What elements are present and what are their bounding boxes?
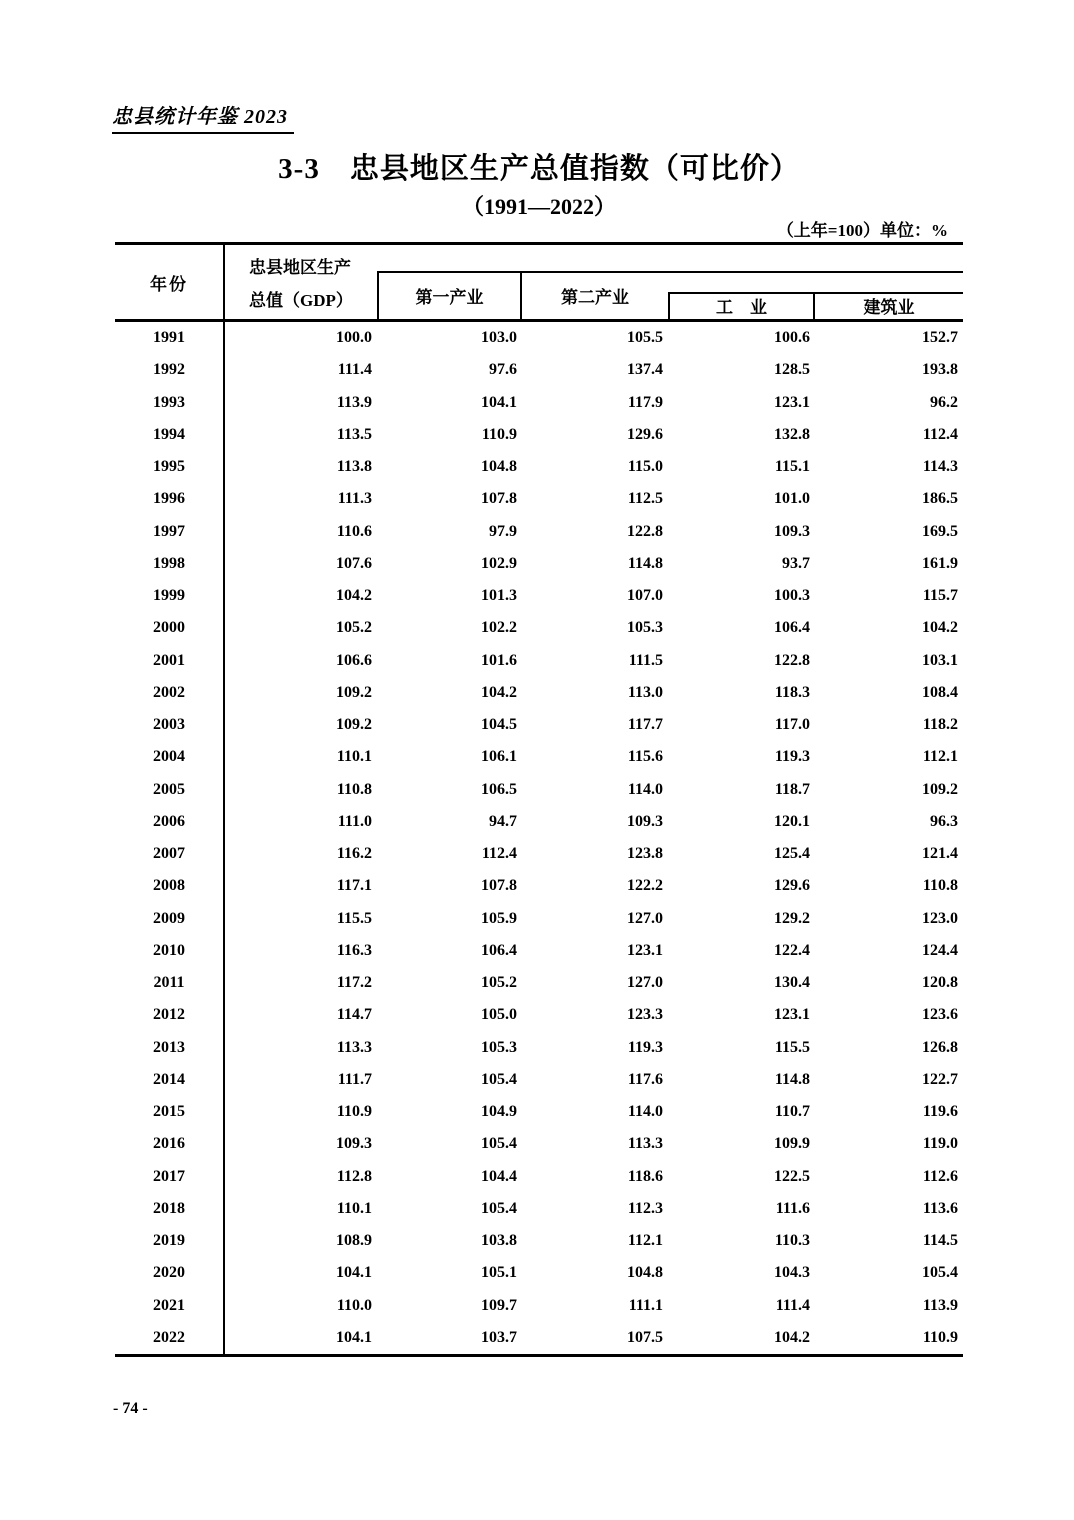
- table-row: [115, 548, 963, 580]
- primary-industry-cell: 106.5: [481, 780, 517, 798]
- gdp-cell: 115.5: [336, 909, 372, 927]
- header-cell-year: 年份: [115, 245, 225, 319]
- construction-cell: 112.1: [922, 748, 958, 766]
- gdp-cell: 110.8: [336, 780, 372, 798]
- secondary-industry-cell: 111.5: [628, 651, 663, 669]
- table-row: [115, 870, 963, 902]
- header-cell-gdp-line1: 忠县地区生产: [249, 258, 351, 277]
- primary-industry-cell: 94.7: [489, 812, 517, 830]
- table-row: [115, 1290, 963, 1322]
- secondary-industry-cell: 115.0: [627, 458, 663, 476]
- table-header: [115, 242, 963, 322]
- construction-cell: 108.4: [922, 683, 958, 701]
- book-header-title: 忠县统计年鉴 2023: [112, 100, 294, 134]
- primary-industry-cell: 104.1: [481, 393, 517, 411]
- construction-cell: 121.4: [922, 845, 958, 863]
- construction-cell: 119.6: [922, 1103, 958, 1121]
- year-cell: 2009: [115, 903, 225, 935]
- gdp-cell: 107.6: [336, 554, 372, 572]
- industry-cell: 110.3: [774, 1232, 810, 1250]
- table-row: [115, 967, 963, 999]
- page-title: 3-3 忠县地区生产总值指数（可比价）: [278, 153, 800, 185]
- secondary-industry-cell: 111.1: [628, 1296, 663, 1314]
- construction-cell: 122.7: [922, 1070, 958, 1088]
- industry-cell: 122.4: [774, 941, 810, 959]
- table-row: [115, 1128, 963, 1160]
- gdp-cell: 110.0: [336, 1296, 372, 1314]
- secondary-industry-cell: 137.4: [627, 361, 663, 379]
- gdp-cell: 109.3: [336, 1135, 372, 1153]
- industry-cell: 129.6: [774, 877, 810, 895]
- industry-cell: 118.3: [774, 683, 810, 701]
- gdp-index-table: [115, 242, 963, 1357]
- header-cell-secondary-industry: 第二产业: [561, 287, 629, 307]
- primary-industry-cell: 105.4: [481, 1135, 517, 1153]
- industry-cell: 129.2: [774, 909, 810, 927]
- page-number: - 74 -: [113, 1400, 148, 1417]
- gdp-cell: 112.8: [336, 1167, 372, 1185]
- year-cell: 1996: [115, 483, 225, 515]
- primary-industry-cell: 101.3: [481, 587, 517, 605]
- secondary-industry-cell: 123.3: [627, 1006, 663, 1024]
- industry-cell: 101.0: [774, 490, 810, 508]
- year-cell: 2011: [115, 967, 225, 999]
- primary-industry-cell: 104.5: [481, 716, 517, 734]
- primary-industry-cell: 106.4: [481, 941, 517, 959]
- year-cell: 1999: [115, 580, 225, 612]
- gdp-cell: 108.9: [336, 1232, 372, 1250]
- gdp-cell: 111.7: [337, 1070, 372, 1088]
- year-cell: 1997: [115, 516, 225, 548]
- table-row: [115, 483, 963, 515]
- year-cell: 2002: [115, 677, 225, 709]
- secondary-industry-cell: 107.0: [627, 587, 663, 605]
- gdp-cell: 104.1: [336, 1328, 372, 1346]
- gdp-cell: 104.2: [336, 587, 372, 605]
- primary-industry-cell: 104.4: [481, 1167, 517, 1185]
- secondary-industry-cell: 113.0: [627, 683, 663, 701]
- primary-industry-cell: 102.2: [481, 619, 517, 637]
- table-row: [115, 935, 963, 967]
- secondary-industry-cell: 112.5: [627, 490, 663, 508]
- table-row: [115, 580, 963, 612]
- primary-industry-cell: 104.9: [481, 1103, 517, 1121]
- table-row: [115, 838, 963, 870]
- gdp-cell: 116.2: [336, 845, 372, 863]
- primary-industry-cell: 104.8: [481, 458, 517, 476]
- year-cell: 2010: [115, 935, 225, 967]
- industry-cell: 119.3: [774, 748, 810, 766]
- industry-cell: 118.7: [774, 780, 810, 798]
- industry-cell: 128.5: [774, 361, 810, 379]
- industry-cell: 104.2: [774, 1328, 810, 1346]
- gdp-cell: 110.9: [336, 1103, 372, 1121]
- gdp-cell: 113.9: [336, 393, 372, 411]
- construction-cell: 96.2: [930, 393, 958, 411]
- construction-cell: 124.4: [922, 941, 958, 959]
- industry-cell: 111.4: [775, 1296, 810, 1314]
- primary-industry-cell: 107.8: [481, 877, 517, 895]
- header-cell-gdp: [225, 245, 377, 319]
- year-cell: 2019: [115, 1225, 225, 1257]
- gdp-cell: 106.6: [336, 651, 372, 669]
- primary-industry-cell: 97.6: [489, 361, 517, 379]
- secondary-industry-cell: 114.0: [627, 780, 663, 798]
- industry-cell: 122.8: [774, 651, 810, 669]
- year-cell: 2017: [115, 1161, 225, 1193]
- year-cell: 2020: [115, 1257, 225, 1289]
- year-cell: 1991: [115, 322, 225, 354]
- gdp-cell: 116.3: [336, 941, 372, 959]
- table-row: [115, 1161, 963, 1193]
- year-cell: 2008: [115, 870, 225, 902]
- year-cell: 1993: [115, 387, 225, 419]
- table-row: [115, 419, 963, 451]
- primary-industry-cell: 103.8: [481, 1232, 517, 1250]
- industry-cell: 109.3: [774, 522, 810, 540]
- industry-cell: 120.1: [774, 812, 810, 830]
- table-row: [115, 1193, 963, 1225]
- industry-cell: 111.6: [775, 1199, 810, 1217]
- gdp-cell: 113.3: [336, 1038, 372, 1056]
- gdp-cell: 100.0: [336, 329, 372, 347]
- table-row: [115, 1322, 963, 1354]
- construction-cell: 104.2: [922, 619, 958, 637]
- header-cell-construction: 建筑业: [863, 298, 915, 317]
- year-cell: 2018: [115, 1193, 225, 1225]
- industry-cell: 122.5: [774, 1167, 810, 1185]
- industry-cell: 117.0: [774, 716, 810, 734]
- construction-cell: 118.2: [922, 716, 958, 734]
- table-row: [115, 322, 963, 354]
- primary-industry-cell: 101.6: [481, 651, 517, 669]
- gdp-cell: 109.2: [336, 716, 372, 734]
- year-cell: 2014: [115, 1064, 225, 1096]
- construction-cell: 96.3: [930, 812, 958, 830]
- gdp-cell: 111.0: [337, 812, 372, 830]
- table-row: [115, 774, 963, 806]
- table-row: [115, 999, 963, 1031]
- construction-cell: 113.9: [922, 1296, 958, 1314]
- year-cell: 1995: [115, 451, 225, 483]
- secondary-industry-cell: 115.6: [627, 748, 663, 766]
- gdp-cell: 111.3: [337, 490, 372, 508]
- construction-cell: 123.0: [922, 909, 958, 927]
- primary-industry-cell: 107.8: [481, 490, 517, 508]
- table-row: [115, 612, 963, 644]
- gdp-cell: 113.8: [336, 458, 372, 476]
- year-cell: 2003: [115, 709, 225, 741]
- construction-cell: 114.5: [922, 1232, 958, 1250]
- primary-industry-cell: 105.0: [481, 1006, 517, 1024]
- primary-industry-cell: 104.2: [481, 683, 517, 701]
- construction-cell: 152.7: [922, 329, 958, 347]
- year-cell: 1998: [115, 548, 225, 580]
- industry-cell: 115.1: [774, 458, 810, 476]
- year-cell: 2015: [115, 1096, 225, 1128]
- construction-cell: 112.4: [922, 425, 958, 443]
- industry-cell: 100.6: [774, 329, 810, 347]
- secondary-industry-cell: 112.1: [627, 1232, 663, 1250]
- industry-cell: 110.7: [774, 1103, 810, 1121]
- industry-cell: 130.4: [774, 974, 810, 992]
- header-cell-gdp-line2: 总值（GDP）: [249, 291, 353, 310]
- industry-cell: 104.3: [774, 1264, 810, 1282]
- table-row: [115, 387, 963, 419]
- secondary-industry-cell: 104.8: [627, 1264, 663, 1282]
- primary-industry-cell: 105.3: [481, 1038, 517, 1056]
- year-cell: 2012: [115, 999, 225, 1031]
- secondary-industry-cell: 122.8: [627, 522, 663, 540]
- primary-industry-cell: 110.9: [481, 425, 517, 443]
- secondary-industry-cell: 117.7: [627, 716, 663, 734]
- secondary-industry-cell: 119.3: [627, 1038, 663, 1056]
- secondary-industry-cell: 127.0: [627, 909, 663, 927]
- table-row: [115, 1032, 963, 1064]
- gdp-cell: 110.1: [336, 748, 372, 766]
- year-cell: 1994: [115, 419, 225, 451]
- primary-industry-cell: 105.1: [481, 1264, 517, 1282]
- construction-cell: 169.5: [922, 522, 958, 540]
- table-row: [115, 677, 963, 709]
- construction-cell: 105.4: [922, 1264, 958, 1282]
- secondary-industry-cell: 114.0: [627, 1103, 663, 1121]
- primary-industry-cell: 105.2: [481, 974, 517, 992]
- secondary-industry-cell: 105.3: [627, 619, 663, 637]
- year-cell: 2021: [115, 1290, 225, 1322]
- year-cell: 1992: [115, 354, 225, 386]
- table-row: [115, 903, 963, 935]
- primary-industry-cell: 97.9: [489, 522, 517, 540]
- secondary-industry-cell: 109.3: [627, 812, 663, 830]
- table-row: [115, 709, 963, 741]
- table-row: [115, 1096, 963, 1128]
- construction-cell: 119.0: [922, 1135, 958, 1153]
- industry-cell: 93.7: [782, 554, 810, 572]
- table-row: [115, 645, 963, 677]
- gdp-cell: 117.2: [336, 974, 372, 992]
- construction-cell: 114.3: [922, 458, 958, 476]
- construction-cell: 126.8: [922, 1038, 958, 1056]
- primary-industry-cell: 105.4: [481, 1070, 517, 1088]
- year-cell: 2005: [115, 774, 225, 806]
- table-row: [115, 1064, 963, 1096]
- industry-cell: 123.1: [774, 1006, 810, 1024]
- industry-cell: 132.8: [774, 425, 810, 443]
- industry-cell: 106.4: [774, 619, 810, 637]
- header-cell-primary-industry: 第一产业: [377, 271, 522, 319]
- table-body: [115, 322, 963, 1357]
- secondary-industry-cell: 117.6: [627, 1070, 663, 1088]
- industry-cell: 114.8: [774, 1070, 810, 1088]
- gdp-cell: 110.1: [336, 1199, 372, 1217]
- table-row: [115, 1257, 963, 1289]
- header-cell-industry: 工 业: [668, 292, 815, 319]
- primary-industry-cell: 106.1: [481, 748, 517, 766]
- construction-cell: 193.8: [922, 361, 958, 379]
- primary-industry-cell: 103.7: [481, 1328, 517, 1346]
- secondary-industry-cell: 117.9: [627, 393, 663, 411]
- year-cell: 2000: [115, 612, 225, 644]
- gdp-cell: 114.7: [336, 1006, 372, 1024]
- primary-industry-cell: 102.9: [481, 554, 517, 572]
- construction-cell: 186.5: [922, 490, 958, 508]
- primary-industry-cell: 109.7: [481, 1296, 517, 1314]
- gdp-cell: 110.6: [336, 522, 372, 540]
- gdp-cell: 111.4: [337, 361, 372, 379]
- secondary-industry-cell: 122.2: [627, 877, 663, 895]
- secondary-industry-cell: 123.1: [627, 941, 663, 959]
- industry-cell: 115.5: [774, 1038, 810, 1056]
- secondary-industry-cell: 129.6: [627, 425, 663, 443]
- industry-cell: 100.3: [774, 587, 810, 605]
- year-cell: 2004: [115, 741, 225, 773]
- table-row: [115, 354, 963, 386]
- year-cell: 2016: [115, 1128, 225, 1160]
- secondary-industry-cell: 118.6: [627, 1167, 663, 1185]
- construction-cell: 113.6: [922, 1199, 958, 1217]
- construction-cell: 123.6: [922, 1006, 958, 1024]
- construction-cell: 109.2: [922, 780, 958, 798]
- secondary-industry-cell: 114.8: [627, 554, 663, 572]
- construction-cell: 103.1: [922, 651, 958, 669]
- table-row: [115, 451, 963, 483]
- gdp-cell: 105.2: [336, 619, 372, 637]
- year-cell: 2006: [115, 806, 225, 838]
- table-row: [115, 1225, 963, 1257]
- table-row: [115, 516, 963, 548]
- year-cell: 2013: [115, 1032, 225, 1064]
- industry-cell: 125.4: [774, 845, 810, 863]
- construction-cell: 110.9: [922, 1328, 958, 1346]
- secondary-industry-cell: 123.8: [627, 845, 663, 863]
- primary-industry-cell: 103.0: [481, 329, 517, 347]
- gdp-cell: 104.1: [336, 1264, 372, 1282]
- construction-cell: 115.7: [922, 587, 958, 605]
- construction-cell: 112.6: [922, 1167, 958, 1185]
- gdp-cell: 117.1: [336, 877, 372, 895]
- secondary-industry-cell: 127.0: [627, 974, 663, 992]
- gdp-cell: 113.5: [336, 425, 372, 443]
- table-row: [115, 806, 963, 838]
- gdp-cell: 109.2: [336, 683, 372, 701]
- industry-cell: 109.9: [774, 1135, 810, 1153]
- year-cell: 2001: [115, 645, 225, 677]
- construction-cell: 110.8: [922, 877, 958, 895]
- primary-industry-cell: 112.4: [481, 845, 517, 863]
- industry-cell: 123.1: [774, 393, 810, 411]
- primary-industry-cell: 105.4: [481, 1199, 517, 1217]
- secondary-industry-cell: 112.3: [627, 1199, 663, 1217]
- construction-cell: 161.9: [922, 554, 958, 572]
- secondary-industry-cell: 107.5: [627, 1328, 663, 1346]
- primary-industry-cell: 105.9: [481, 909, 517, 927]
- page-subtitle: （1991—2022）: [461, 194, 616, 219]
- year-cell: 2022: [115, 1322, 225, 1354]
- unit-note: （上年=100）单位：%: [776, 221, 948, 240]
- construction-cell: 120.8: [922, 974, 958, 992]
- secondary-industry-cell: 113.3: [627, 1135, 663, 1153]
- year-cell: 2007: [115, 838, 225, 870]
- table-row: [115, 741, 963, 773]
- secondary-industry-cell: 105.5: [627, 329, 663, 347]
